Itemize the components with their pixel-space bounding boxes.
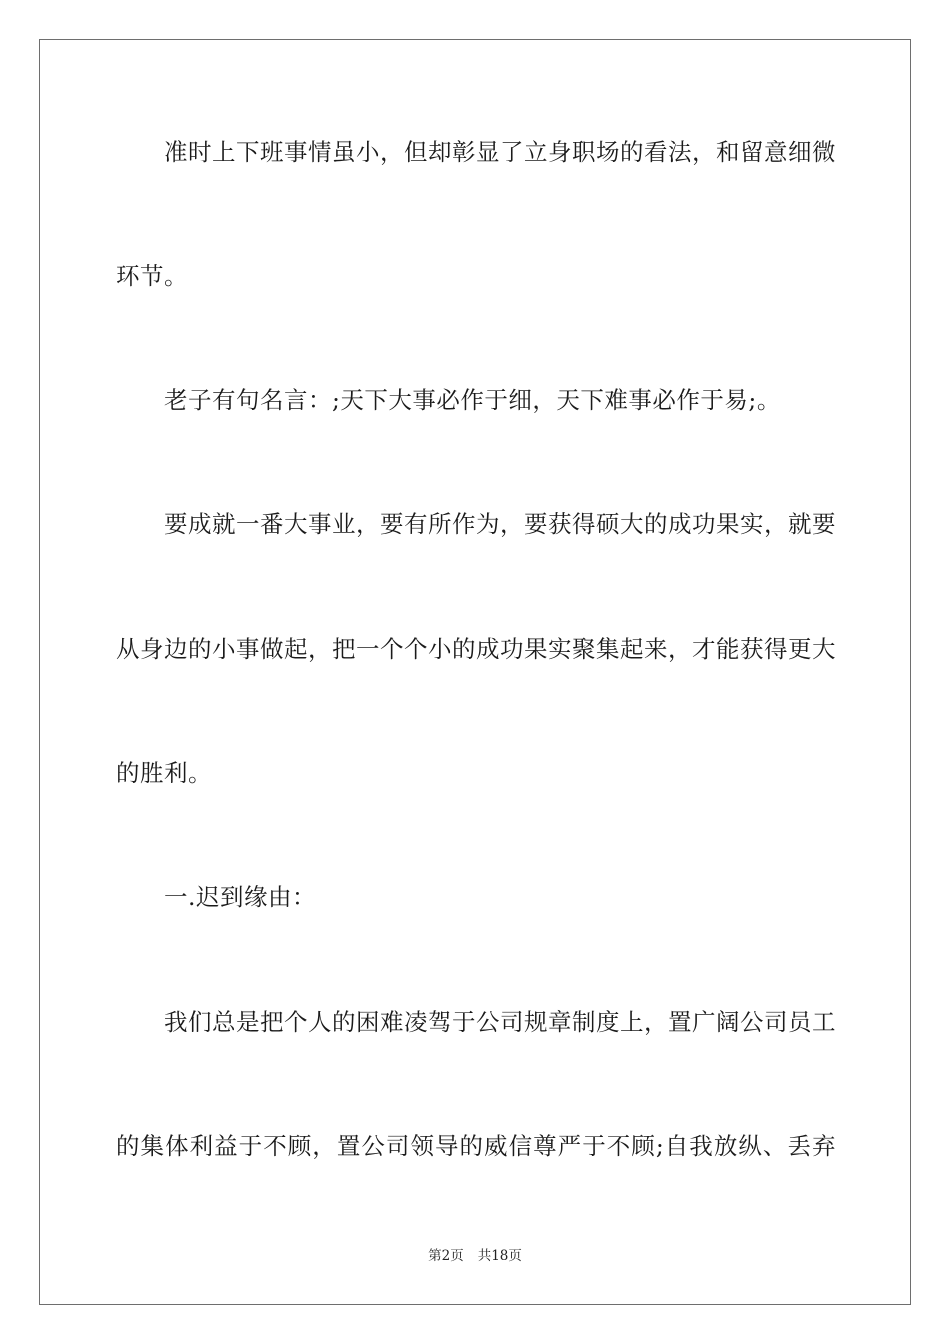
- paragraph-line: 从身边的小事做起，把一个个小的成功果实聚集起来，才能获得更大: [116, 635, 836, 663]
- paragraph-line: 我们总是把个人的困难凌驾于公司规章制度上，置广阔公司员工: [164, 1008, 836, 1036]
- paragraph-line: 准时上下班事情虽小，但却彰显了立身职场的看法，和留意细微: [164, 138, 836, 166]
- page-border: [39, 39, 911, 1305]
- paragraph-line: 环节。: [116, 262, 188, 290]
- section-heading: 一.迟到缘由：: [164, 883, 316, 911]
- page-total: 共18页: [477, 1248, 522, 1264]
- paragraph-line: 的胜利。: [116, 759, 212, 787]
- paragraph-line: 的集体利益于不顾，置公司领导的威信尊严于不顾;自我放纵、丢弃: [116, 1132, 836, 1160]
- page-number: 第2页: [428, 1248, 464, 1264]
- paragraph-line: 老子有句名言：;天下大事必作于细，天下难事必作于易;。: [164, 386, 781, 414]
- page-footer: [0, 1247, 950, 1265]
- paragraph-line: 要成就一番大事业，要有所作为，要获得硕大的成功果实，就要: [164, 510, 836, 538]
